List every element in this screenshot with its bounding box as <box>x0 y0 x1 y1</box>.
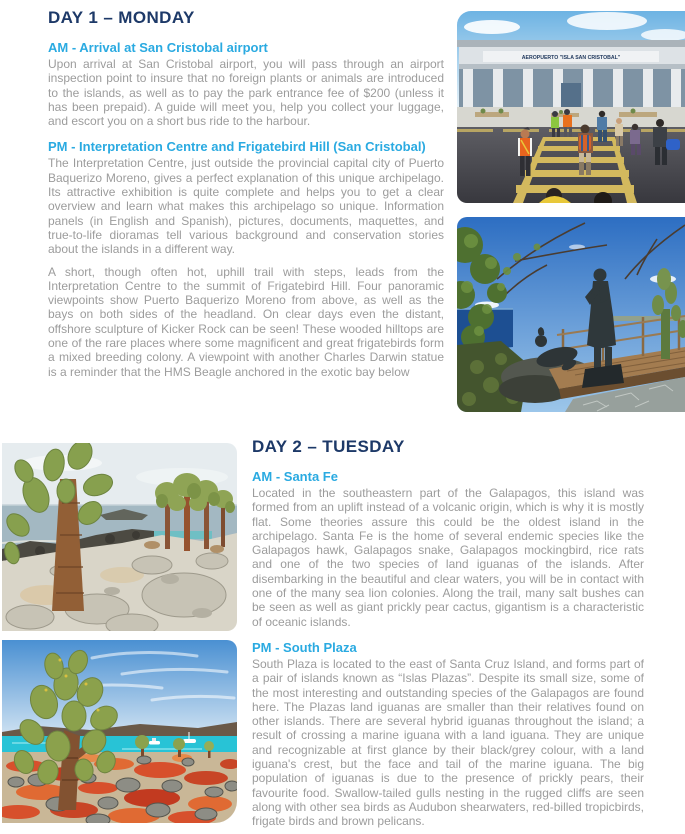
day1-pm-paragraph-1: The Interpretation Centre, just outside the provincial capital city of Puerto Baquerizo Moreno, gives a perfect explanation of this unique archipelago. Its attractive exhibition is quite complete and helps you to get a clear overview and learn what makes this archipelago so unique. Information panels (in English and Spanish), pictures, documents, maquettes, and true-to-life dioramas tell various background and conservation stories about the islands in a different way. <box>48 156 444 257</box>
day1-am-heading: AM - Arrival at San Cristobal airport <box>48 40 268 55</box>
day2-title: DAY 2 – TUESDAY <box>252 437 405 456</box>
south-plaza-photo-illustration <box>2 640 237 823</box>
santa-fe-photo-illustration <box>2 443 237 631</box>
day2-am-paragraph: Located in the southeastern part of the Galapagos, this island was formed from an uplift instead of a volcanic origin, which is why it is mostly flat. Some theories assure this could be the oldest island in the archipelago. Santa Fe is the home of several endemic species like the Galapagos hawk, Galapagos snake, Galapagos mockingbird, rice rats and one of the two species of land iguanas of the islands. After disembarking in the beautiful and clear waters, you will be in contact with one of the many sea lion colonies. Along the trail, many salt bushes can be seen as well as giant prickly pear cactus, gigantism is a characteristic of oceanic islands. <box>252 486 644 629</box>
day1-title: DAY 1 – MONDAY <box>48 8 195 27</box>
darwin-photo-illustration <box>457 217 685 412</box>
day1-text-column <box>48 8 444 387</box>
day1-pm-heading: PM - Interpretation Centre and Frigatebird Hill (San Cristobal) <box>48 139 426 155</box>
day2-am-heading: AM - Santa Fe <box>252 469 338 484</box>
charles-darwin-statue-photo <box>457 217 685 412</box>
day2-text-column <box>252 437 644 834</box>
day2-pm-heading: PM - South Plaza <box>252 639 357 655</box>
san-cristobal-airport-photo <box>457 11 685 203</box>
day2-pm-paragraph: South Plaza is located to the east of Santa Cruz Island, and forms part of a pair of islands known as “Islas Plazas”. Despite its small size, some of the most interesting and outstanding species of the Galapagos are found here. The Plazas land iguanas are smaller than their relatives found on other islands. There are several hybrid iguanas throughout the island; a result of crossing a marine iguana with a land iguana. They are unique and recognizable at first glance by their black/grey colour, with a land iguana's crest, but the face and tail of the marine iguana. The big population of iguanas is due to the presence of prickly pears, their favourite food. Swallow-tailed gulls nesting in the rugged cliffs are seen along with other sea birds as Audubon shearwaters, red-billed tropicbirds, frigate birds and brown pelicans. <box>252 656 644 829</box>
santa-fe-coast-photo <box>2 443 237 631</box>
south-plaza-sesuvium-photo <box>2 640 237 823</box>
day2-photo-column <box>2 443 237 823</box>
airport-photo-illustration <box>457 11 685 203</box>
day1-am-paragraph: Upon arrival at San Cristobal airport, you will pass through an airport inspection point to insure that no foreign plants or animals are introduced to the islands, as well as to pay the park entrance fee of $200 (unless it has been prepaid). A guide will meet you, help you collect your luggage, and escort you on a short bus ride to the harbour. <box>48 57 444 129</box>
day1-photo-column <box>457 11 685 412</box>
airport-sign-text: AEROPUERTO "ISLA SAN CRISTOBAL" <box>521 55 621 61</box>
day1-pm-paragraph-2: A short, though often hot, uphill trail with steps, leads from the Interpretation Centre to the summit of Frigatebird Hill. Four panoramic viewpoints show Puerto Baquerizo Moreno from above, as well as the bays on both sides of the headland. On clear days even the distant, offshore sculpture of Kicker Rock can be seen! These wooded hilltops are one of the rare places where some magnificent and great frigatebirds form a mixed breeding colony. A viewpoint with another Charles Darwin statue is a reminder that the HMS Beagle anchored in the exotic bay below <box>48 264 444 379</box>
